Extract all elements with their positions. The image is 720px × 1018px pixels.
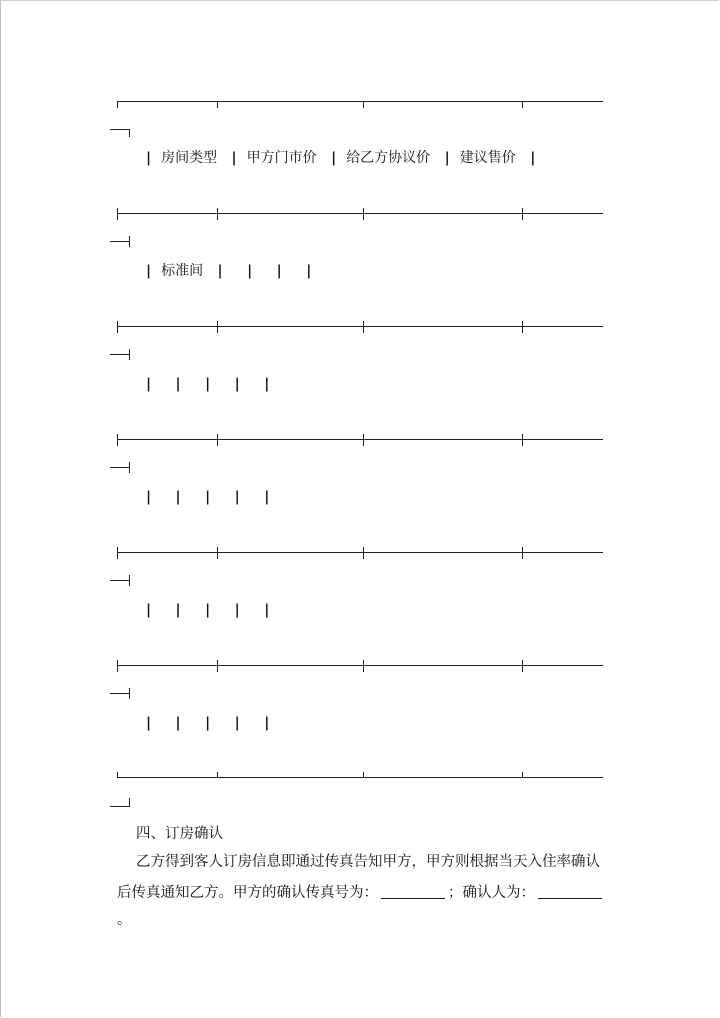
fax-number-blank[interactable] — [381, 882, 445, 899]
header-rack-rate: 甲方门市价 — [246, 150, 317, 166]
header-suggested-price: 建议售价 — [459, 150, 516, 166]
section-paragraph-line-2 — [117, 880, 607, 934]
table-rule — [117, 321, 603, 333]
table-row: | | | | | — [146, 715, 270, 731]
confirmer-label: ；确认人为： — [448, 885, 535, 901]
table-corner — [110, 129, 132, 141]
table-row: | | | | | — [146, 489, 270, 505]
fax-label: 后传真通知乙方。甲方的确认传真号为： — [117, 885, 378, 901]
period: 。 — [117, 912, 132, 928]
header-agreed-rate: 给乙方协议价 — [346, 150, 431, 166]
table-rule-bottom — [117, 772, 603, 784]
table-corner — [110, 575, 132, 587]
table-corner — [110, 349, 132, 361]
confirmer-blank[interactable] — [538, 882, 602, 899]
table-rule — [117, 547, 603, 559]
section-paragraph-line-1: 乙方得到客人订房信息即通过传真告知甲方，甲方则根据当天入住率确认 — [136, 854, 600, 870]
table-row: | | | | | — [146, 376, 270, 392]
table-rule — [117, 208, 603, 220]
table-corner — [110, 688, 132, 700]
table-corner — [110, 462, 132, 474]
table-corner — [110, 236, 132, 248]
table-rule — [117, 434, 603, 446]
table-rule — [117, 660, 603, 672]
table-rule-top — [117, 96, 603, 108]
table-corner — [110, 798, 132, 810]
table-row: | | | | | — [146, 602, 270, 618]
section-heading: 四、订房确认 — [136, 826, 223, 842]
table-cell: 标准间 — [161, 263, 204, 279]
table-row: | 标准间 | | | | — [140, 260, 317, 282]
table-header-row: | 房间类型 | 甲方门市价 | 给乙方协议价 | 建议售价 | — [140, 147, 541, 169]
header-room-type: 房间类型 — [161, 150, 218, 166]
